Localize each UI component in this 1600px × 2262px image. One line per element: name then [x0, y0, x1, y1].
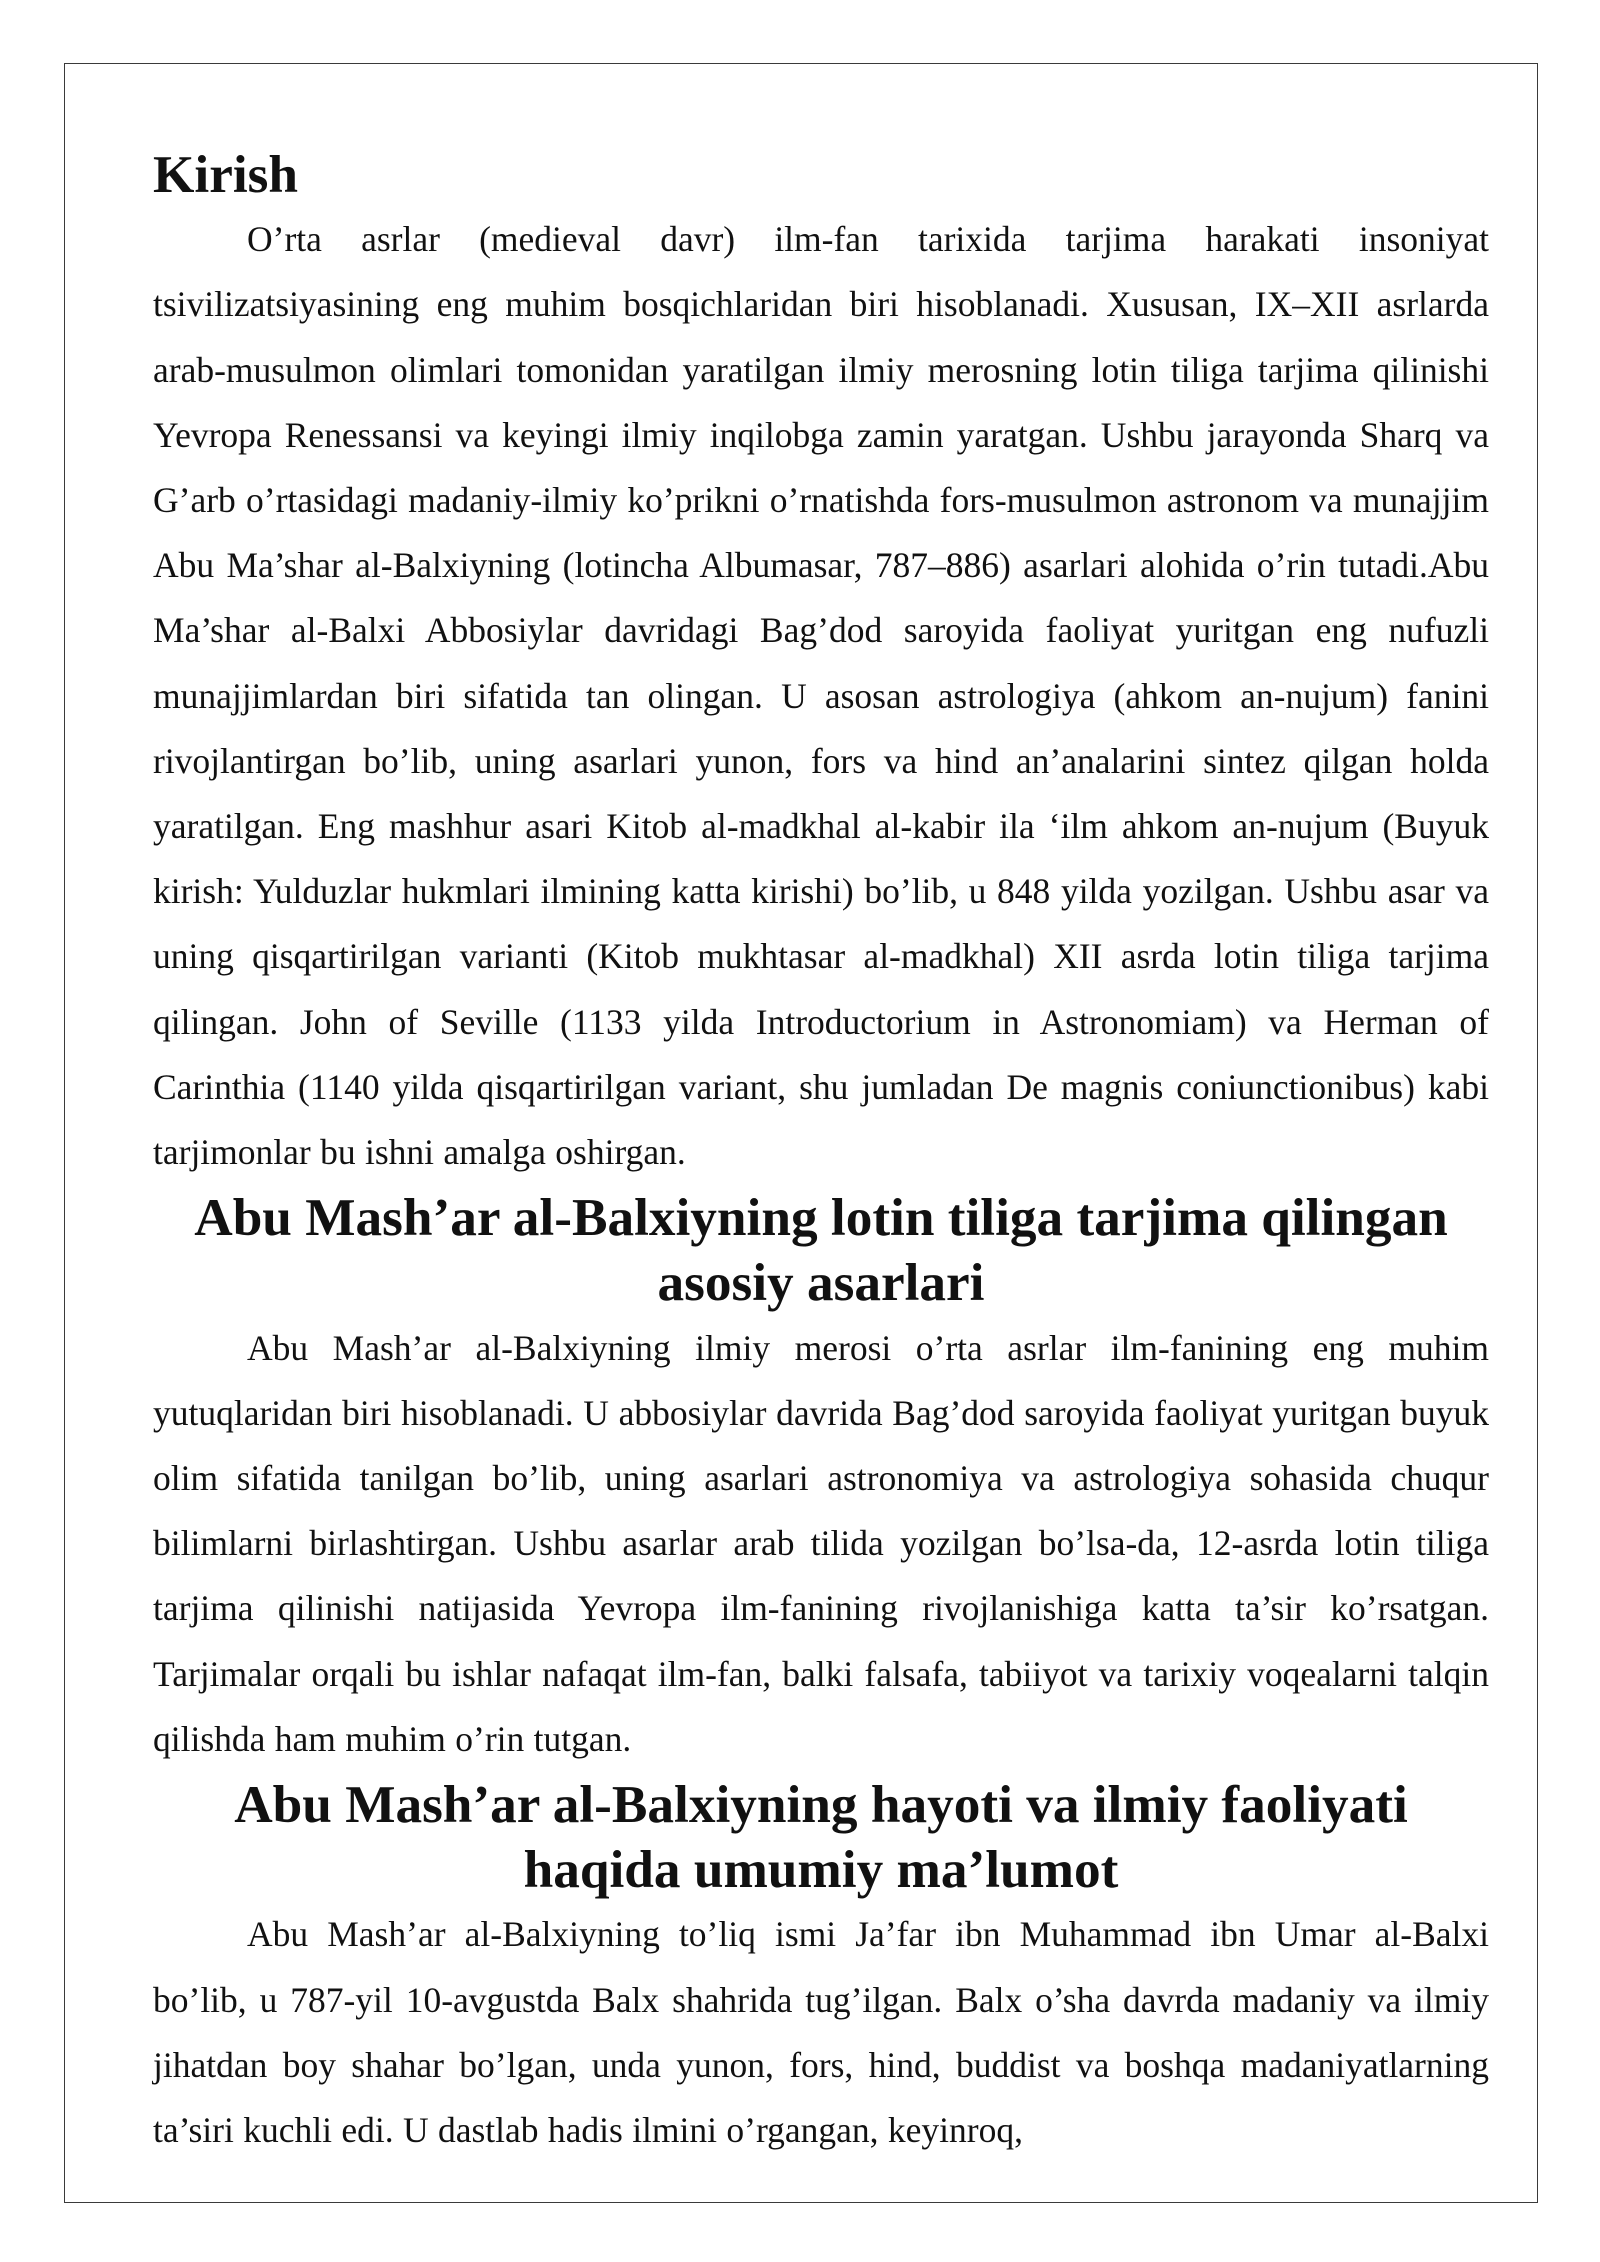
section-paragraph-kirish: O’rta asrlar (medieval davr) ilm-fan tarixida tarjima harakati insoniyat tsivilizatsiyasining eng muhim bosqichlaridan biri hisoblanadi. Xususan, IX–XII asrlarda arab-musulmon olimlari tomonidan yaratilgan ilmiy merosning lotin tiliga tarjima qilinishi Yevropa Renessansi va keyingi ilmiy inqilobga zamin yaratgan. Ushbu jarayonda Sharq va G’arb o’rtasidagi madaniy-ilmiy ko’prikni o’rnatishda fors-musulmon astronom va munajjim Abu Ma’shar al-Balxiyning (lotincha Albumasar, 787–886) asarlari alohida o’rin tutadi.Abu Ma’shar al-Balxi Abbosiylar davridagi Bag’dod saroyida faoliyat yuritgan eng nufuzli munajjimlardan biri sifatida tan olingan. U asosan astrologiya (ahkom an-nujum) fanini rivojlantirgan bo’lib, uning asarlari yunon, fors va hind an’analarini sintez qilgan holda yaratilgan. Eng mashhur asari Kitob al-madkhal al-kabir ila ‘ilm ahkom an-nujum (Buyuk kirish: Yulduzlar hukmlari ilmining katta kirishi) bo’lib, u 848 yilda yozilgan. Ushbu asar va uning qisqartirilgan varianti (Kitob mukhtasar al-madkhal) XII asrda lotin tiliga tarjima qilingan. John of Seville (1133 yilda Introductorium in Astronomiam) va Herman of Carinthia (1140 yilda qisqartirilgan variant, shu jumladan De magnis coniunctionibus) kabi tarjimonlar bu ishni amalga oshirgan. — [153, 219, 1489, 1173]
section-paragraph-translated-works: Abu Mash’ar al-Balxiyning ilmiy merosi o’rta asrlar ilm-fanining eng muhim yutuqlaridan biri hisoblanadi. U abbosiylar davrida Bag’dod saroyida faoliyat yuritgan buyuk olim sifatida tanilgan bo’lib, uning asarlari astronomiya va astrologiya sohasida chuqur bilimlarni birlashtirgan. Ushbu asarlar arab tilida yozilgan bo’lsa-da, 12-asrda lotin tiliga tarjima qilinishi natijasida Yevropa ilm-fanining rivojlanishiga katta ta’sir ko’rsatgan. Tarjimalar orqali bu ishlar nafaqat ilm-fan, balki falsafa, tabiiyot va tarixiy voqealarni talqin qilishda ham muhim o’rin tutgan. — [153, 1327, 1489, 1759]
document-body — [153, 142, 1489, 2163]
section-paragraph-biography: Abu Mash’ar al-Balxiyning to’liq ismi Ja’far ibn Muhammad ibn Umar al-Balxi bo’lib, u 787-yil 10-avgustda Balx shahrida tug’ilgan. Balx o’sha davrda madaniy va ilmiy jihatdan boy shahar bo’lgan, unda yunon, fors, hind, buddist va boshqa madaniyatlarning ta’siri kuchli edi. U dastlab hadis ilmini o’rgangan, keyinroq, — [153, 1914, 1489, 2151]
section-heading-kirish: Kirish — [153, 145, 298, 204]
section-heading-translated-works: Abu Mash’ar al-Balxiyning lotin tiliga tarjima qilingan asosiy asarlari — [194, 1188, 1448, 1313]
section-heading-biography: Abu Mash’ar al-Balxiyning hayoti va ilmiy faoliyati haqida umumiy ma’lumot — [234, 1775, 1408, 1900]
